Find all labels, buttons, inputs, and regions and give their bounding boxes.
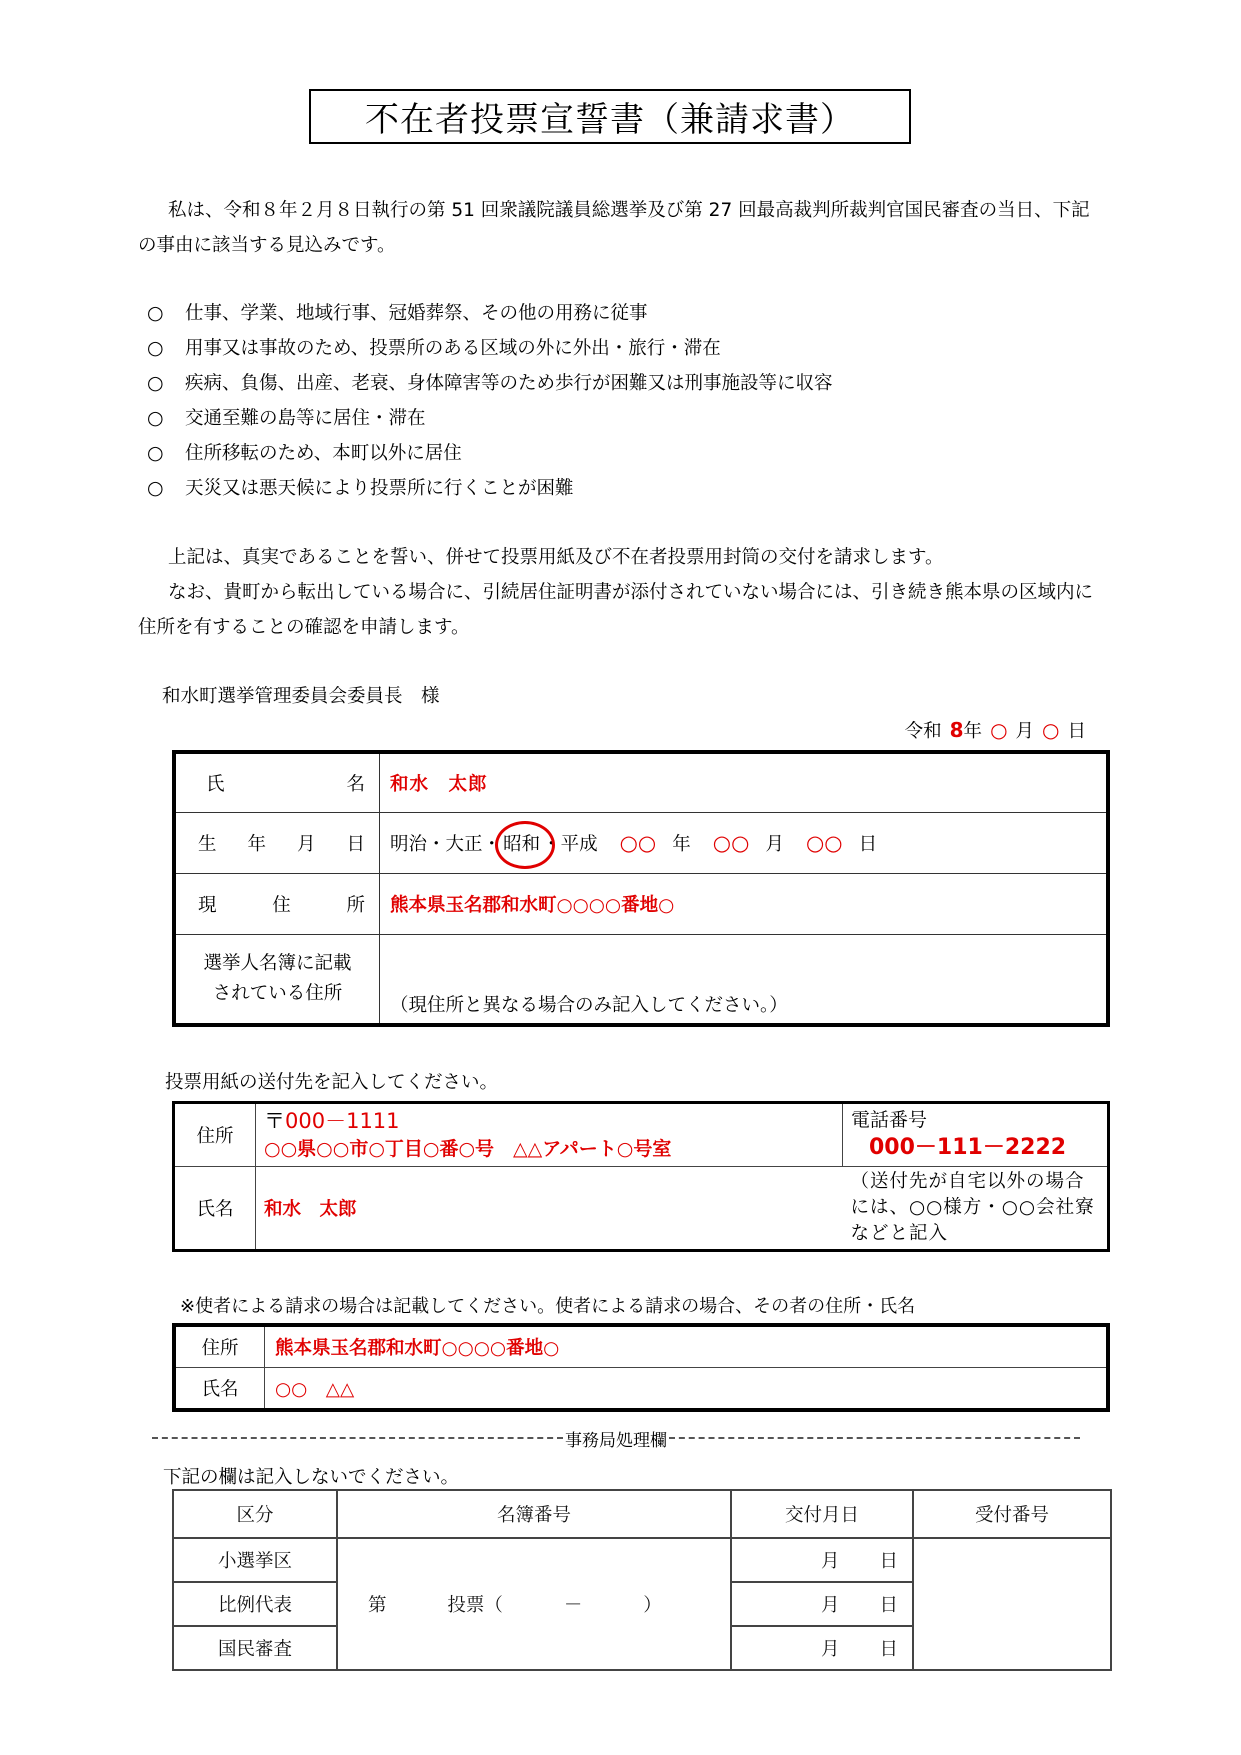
name-label [174,752,380,813]
send-name-label: 氏名 [174,1167,256,1251]
registered-address-row [174,935,1108,1026]
reason-text: 住所移転のため、本町以外に居住 [185,443,462,464]
send-note: （送付先が自宅以外の場合には、○○様方・○○会社寮などと記入 [843,1167,1109,1251]
send-address-value[interactable]: ○○県○○市○丁目○番○号 △△アパート○号室 [264,1138,672,1160]
birth-month-unit: 月 [765,834,784,855]
send-name-row [174,1167,1109,1251]
registered-address-label [174,935,380,1026]
date-month-unit: 月 [1015,721,1035,742]
proxy-address-row [174,1325,1108,1368]
month-unit: 月 [820,1551,840,1572]
oath-text-1: 上記は、真実であることを誓い、併せて投票用紙及び不在者投票用封筒の交付を請求します。 [168,547,944,568]
intro-paragraph: 私は、令和８年２月８日執行の第 51 回衆議院議員総選挙及び第 27 回最高裁判所裁判官国民審査の当日、下記の事由に該当する見込みです。 [138,200,1090,256]
proxy-address-label: 住所 [174,1325,265,1368]
postal-mark-icon: 〒 [264,1109,285,1133]
office-header-row [173,1490,1111,1538]
proxy-table [172,1323,1110,1412]
applicant-info-table [172,750,1110,1027]
era-meiji[interactable]: 明治 [390,834,428,855]
day-unit: 日 [879,1639,898,1660]
circle-checkbox-icon[interactable]: ○ [147,442,164,464]
zip-code[interactable]: 000－1111 [285,1109,400,1133]
phone-cell[interactable] [843,1103,1109,1167]
registered-address-note: （現住所と異なる場合のみ記入してください。） [390,995,788,1016]
reason-text: 疾病、負傷、出産、老衰、身体障害等のため歩行が困難又は刑事施設等に収容 [185,373,833,394]
receipt-number-cell [913,1538,1111,1670]
birth-day-unit: 日 [858,834,878,855]
row-category: 国民審査 [173,1626,337,1670]
name-label-a: 氏 [206,774,225,795]
office-use-table [172,1489,1112,1671]
reason-item[interactable] [147,436,833,471]
birth-day[interactable]: ○○ [805,831,843,855]
row-category: 小選挙区 [173,1538,337,1582]
reason-text: 天災又は悪天候により投票所に行くことが困難 [185,478,574,499]
proxy-name-label: 氏名 [174,1368,265,1411]
era-heisei[interactable]: 平成 [560,834,598,855]
circle-checkbox-icon[interactable]: ○ [147,372,164,394]
circle-checkbox-icon[interactable]: ○ [147,337,164,359]
reason-text: 交通至難の島等に居住・滞在 [185,408,426,429]
header-receipt-number: 受付番号 [913,1490,1111,1538]
reason-item[interactable] [147,471,833,506]
issue-date-cell [731,1626,913,1670]
date-day[interactable]: ○ [1042,718,1060,742]
era-showa-selected[interactable]: 昭和 [501,830,542,856]
reason-item[interactable] [147,296,833,331]
address-label [174,874,380,935]
ballot-number-cell [337,1538,731,1670]
address-label-char: 現 [198,895,217,916]
oath-paragraph [138,540,1098,645]
send-caption: 投票用紙の送付先を記入してください。 [165,1072,499,1093]
submission-date [905,717,1086,743]
birthdate-field[interactable] [380,813,1109,874]
birth-label-char: 日 [346,834,365,855]
circle-checkbox-icon[interactable]: ○ [147,407,164,429]
issue-date-cell [731,1582,913,1626]
day-unit: 日 [879,1595,898,1616]
era-separator: ・ [427,834,446,855]
birth-year-unit: 年 [672,834,691,855]
era-taisho[interactable]: 大正 [445,834,483,855]
mailing-address-table [172,1101,1110,1252]
name-label-b: 名 [346,774,365,795]
address-label-char: 所 [346,895,365,916]
name-row [174,752,1108,813]
header-category: 区分 [173,1490,337,1538]
ballot-tohyo: 投票（ [447,1595,503,1616]
birth-month[interactable]: ○○ [712,831,750,855]
header-issue-date: 交付月日 [731,1490,913,1538]
proxy-name-field[interactable]: ○○ △△ [265,1368,1109,1411]
address-row [174,874,1108,935]
birthdate-row [174,813,1108,874]
dashed-line [152,1437,563,1439]
date-era: 令和 [904,721,942,742]
reason-item[interactable] [147,366,833,401]
reason-text: 仕事、学業、地域行事、冠婚葬祭、その他の用務に従事 [185,303,648,324]
send-address-label: 住所 [174,1103,256,1167]
registered-label-line1: 選挙人名簿に記載 [203,953,352,974]
registered-address-field[interactable] [380,935,1109,1026]
send-address-field[interactable] [256,1103,843,1167]
reason-text: 用事又は事故のため、投票所のある区域の外に外出・旅行・滞在 [185,338,721,359]
birth-label-char: 生 [198,834,217,855]
proxy-name-row [174,1368,1108,1411]
date-year[interactable]: 8 [949,718,964,742]
phone-label: 電話番号 [851,1109,928,1131]
month-unit: 月 [820,1639,840,1660]
dashed-line [669,1437,1080,1439]
reason-list [147,296,833,506]
proxy-caption: ※使者による請求の場合は記載してください。使者による請求の場合、その者の住所・氏名 [180,1296,916,1317]
office-caption: 下記の欄は記入しないでください。 [163,1467,460,1488]
birthdate-label [174,813,380,874]
proxy-address-field[interactable]: 熊本県玉名郡和水町○○○○番地○ [265,1325,1109,1368]
era-separator: ・ [482,834,502,855]
reason-item[interactable] [147,401,833,436]
send-address-row [174,1103,1109,1167]
registered-label-line2: されている住所 [212,983,343,1004]
office-divider [152,1427,1080,1449]
send-name-field[interactable]: 和水 太郎 [256,1167,843,1251]
date-day-unit: 日 [1067,721,1086,742]
circle-checkbox-icon[interactable]: ○ [147,477,164,499]
ballot-close: ） [643,1595,662,1616]
date-year-unit: 年 [963,721,983,742]
addressee: 和水町選挙管理委員会委員長 様 [162,686,440,707]
reason-item[interactable] [147,331,833,366]
birth-year[interactable]: ○○ [619,831,657,855]
row-category: 比例代表 [173,1582,337,1626]
birth-label-char: 年 [247,834,266,855]
header-register-number: 名簿番号 [337,1490,731,1538]
era-separator: ・ [542,834,561,855]
office-divider-label: 事務局処理欄 [565,1430,667,1451]
month-unit: 月 [820,1595,840,1616]
form-title: 不在者投票宣誓書（兼請求書） [309,89,911,144]
date-month[interactable]: ○ [990,718,1008,742]
circle-checkbox-icon[interactable]: ○ [147,302,164,324]
office-row [173,1538,1111,1582]
birth-label-char: 月 [296,834,316,855]
address-label-char: 住 [272,895,291,916]
applicant-name-field[interactable]: 和水 太郎 [380,752,1109,813]
issue-date-cell [731,1538,913,1582]
ballot-dash: － [563,1595,583,1616]
phone-value[interactable]: 000－111－2222 [869,1135,1067,1160]
oath-text-2: なお、貴町から転出している場合に、引続居住証明書が添付されていない場合には、引き続き熊本県の区域内に住所を有することの確認を申請します。 [138,582,1094,638]
day-unit: 日 [879,1551,898,1572]
ballot-dai: 第 [368,1595,387,1616]
current-address-field[interactable]: 熊本県玉名郡和水町○○○○番地○ [380,874,1109,935]
